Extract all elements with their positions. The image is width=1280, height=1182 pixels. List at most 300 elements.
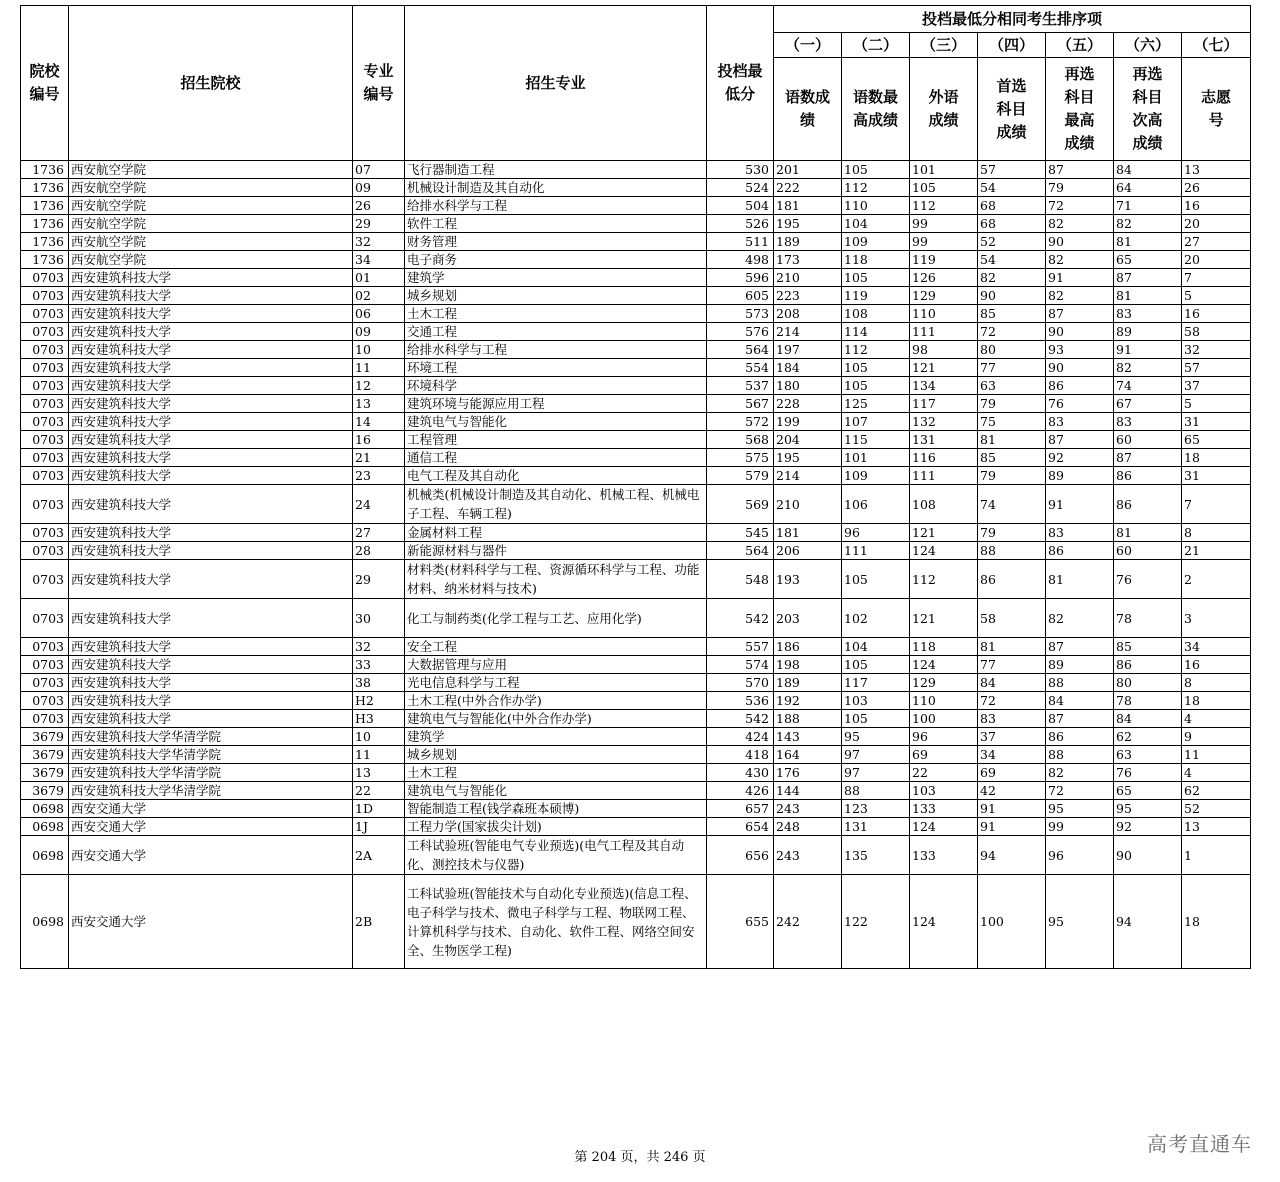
cell-sort-5: 99: [1046, 818, 1114, 836]
cell-major-code: H2: [353, 692, 405, 710]
cell-sort-7: 18: [1182, 875, 1251, 969]
cell-sort-5: 82: [1046, 764, 1114, 782]
cell-school-code: 3679: [21, 764, 69, 782]
cell-sort-3: 121: [910, 524, 978, 542]
cell-min-score: 548: [707, 560, 774, 599]
cell-major-name: 城乡规划: [405, 746, 707, 764]
cell-sort-1: 243: [774, 800, 842, 818]
cell-sort-4: 79: [978, 467, 1046, 485]
cell-sort-3: 110: [910, 692, 978, 710]
cell-sort-7: 1: [1182, 836, 1251, 875]
cell-sort-6: 90: [1114, 836, 1182, 875]
cell-major-name: 工程管理: [405, 431, 707, 449]
cell-sort-6: 91: [1114, 341, 1182, 359]
header-sort-item: [1182, 58, 1251, 161]
cell-school-name: 西安建筑科技大学: [69, 269, 353, 287]
table-row: [21, 323, 1251, 341]
cell-min-score: 511: [707, 233, 774, 251]
cell-school-code: 0703: [21, 413, 69, 431]
cell-sort-4: 79: [978, 524, 1046, 542]
cell-min-score: 498: [707, 251, 774, 269]
cell-min-score: 573: [707, 305, 774, 323]
cell-school-code: 3679: [21, 746, 69, 764]
cell-school-name: 西安建筑科技大学华清学院: [69, 764, 353, 782]
cell-sort-6: 81: [1114, 287, 1182, 305]
cell-major-name: 通信工程: [405, 449, 707, 467]
cell-sort-7: 9: [1182, 728, 1251, 746]
cell-school-code: 1736: [21, 179, 69, 197]
cell-major-code: 21: [353, 449, 405, 467]
cell-min-score: 579: [707, 467, 774, 485]
cell-sort-1: 210: [774, 485, 842, 524]
cell-min-score: 557: [707, 638, 774, 656]
cell-sort-4: 69: [978, 764, 1046, 782]
cell-sort-1: 199: [774, 413, 842, 431]
cell-school-code: 0703: [21, 674, 69, 692]
cell-sort-3: 108: [910, 485, 978, 524]
cell-sort-2: 105: [842, 377, 910, 395]
cell-min-score: 524: [707, 179, 774, 197]
cell-sort-4: 68: [978, 215, 1046, 233]
cell-school-name: 西安建筑科技大学: [69, 710, 353, 728]
cell-sort-2: 104: [842, 638, 910, 656]
table-row: [21, 746, 1251, 764]
cell-school-code: 0703: [21, 599, 69, 638]
cell-major-name: 工程力学(国家拔尖计划): [405, 818, 707, 836]
cell-school-name: 西安航空学院: [69, 179, 353, 197]
cell-major-code: 32: [353, 233, 405, 251]
cell-sort-1: 222: [774, 179, 842, 197]
table-row: [21, 674, 1251, 692]
cell-school-name: 西安建筑科技大学: [69, 638, 353, 656]
cell-sort-1: 197: [774, 341, 842, 359]
cell-school-name: 西安建筑科技大学: [69, 323, 353, 341]
cell-min-score: 504: [707, 197, 774, 215]
cell-sort-4: 81: [978, 431, 1046, 449]
cell-sort-3: 133: [910, 800, 978, 818]
cell-school-code: 0703: [21, 377, 69, 395]
cell-sort-3: 112: [910, 197, 978, 215]
cell-school-code: 3679: [21, 728, 69, 746]
cell-sort-3: 116: [910, 449, 978, 467]
cell-sort-2: 111: [842, 542, 910, 560]
cell-sort-6: 76: [1114, 560, 1182, 599]
cell-sort-7: 27: [1182, 233, 1251, 251]
cell-sort-1: 181: [774, 197, 842, 215]
cell-school-code: 0698: [21, 875, 69, 969]
cell-sort-6: 94: [1114, 875, 1182, 969]
cell-sort-5: 84: [1046, 692, 1114, 710]
table-row: [21, 638, 1251, 656]
cell-sort-2: 88: [842, 782, 910, 800]
cell-sort-5: 96: [1046, 836, 1114, 875]
cell-sort-6: 63: [1114, 746, 1182, 764]
cell-sort-6: 82: [1114, 359, 1182, 377]
cell-sort-3: 129: [910, 287, 978, 305]
cell-sort-2: 110: [842, 197, 910, 215]
cell-major-code: 29: [353, 560, 405, 599]
admission-score-table: [20, 5, 1251, 969]
cell-major-code: 2A: [353, 836, 405, 875]
cell-sort-6: 86: [1114, 485, 1182, 524]
header-sort-item-label: 外语成绩: [928, 88, 959, 129]
cell-sort-1: 210: [774, 269, 842, 287]
cell-sort-6: 86: [1114, 467, 1182, 485]
cell-sort-5: 90: [1046, 233, 1114, 251]
cell-major-code: 02: [353, 287, 405, 305]
cell-sort-6: 83: [1114, 305, 1182, 323]
table-row: [21, 197, 1251, 215]
cell-sort-1: 206: [774, 542, 842, 560]
cell-sort-4: 54: [978, 251, 1046, 269]
table-row: [21, 656, 1251, 674]
cell-sort-5: 86: [1046, 542, 1114, 560]
cell-sort-4: 77: [978, 656, 1046, 674]
cell-school-name: 西安建筑科技大学: [69, 377, 353, 395]
header-sort-number: （四）: [978, 33, 1046, 58]
cell-sort-2: 114: [842, 323, 910, 341]
cell-sort-1: 193: [774, 560, 842, 599]
cell-min-score: 542: [707, 710, 774, 728]
cell-sort-4: 90: [978, 287, 1046, 305]
header-sort-item: [1046, 58, 1114, 161]
cell-sort-7: 16: [1182, 305, 1251, 323]
watermark-text: 高考直通车: [1147, 1132, 1252, 1156]
cell-sort-5: 93: [1046, 341, 1114, 359]
cell-sort-4: 37: [978, 728, 1046, 746]
cell-sort-6: 89: [1114, 323, 1182, 341]
cell-sort-7: 20: [1182, 215, 1251, 233]
cell-major-name: 给排水科学与工程: [405, 197, 707, 215]
cell-sort-4: 88: [978, 542, 1046, 560]
cell-school-code: 0703: [21, 305, 69, 323]
cell-sort-2: 107: [842, 413, 910, 431]
cell-sort-6: 60: [1114, 431, 1182, 449]
cell-sort-2: 117: [842, 674, 910, 692]
table-row: [21, 359, 1251, 377]
cell-sort-7: 52: [1182, 800, 1251, 818]
table-row: [21, 524, 1251, 542]
cell-sort-1: 195: [774, 449, 842, 467]
cell-sort-6: 95: [1114, 800, 1182, 818]
cell-sort-1: 248: [774, 818, 842, 836]
cell-sort-4: 52: [978, 233, 1046, 251]
cell-sort-1: 176: [774, 764, 842, 782]
cell-major-code: 23: [353, 467, 405, 485]
table-row: [21, 836, 1251, 875]
cell-min-score: 569: [707, 485, 774, 524]
cell-major-name: 交通工程: [405, 323, 707, 341]
cell-sort-5: 95: [1046, 875, 1114, 969]
cell-school-code: 0703: [21, 524, 69, 542]
cell-sort-7: 4: [1182, 764, 1251, 782]
cell-sort-5: 87: [1046, 710, 1114, 728]
cell-major-code: 13: [353, 764, 405, 782]
cell-sort-4: 81: [978, 638, 1046, 656]
cell-sort-1: 208: [774, 305, 842, 323]
table-row: [21, 764, 1251, 782]
cell-school-name: 西安航空学院: [69, 233, 353, 251]
table-row: [21, 485, 1251, 524]
cell-sort-1: 164: [774, 746, 842, 764]
cell-sort-2: 102: [842, 599, 910, 638]
cell-sort-5: 90: [1046, 359, 1114, 377]
cell-major-name: 建筑环境与能源应用工程: [405, 395, 707, 413]
cell-major-code: 16: [353, 431, 405, 449]
cell-sort-3: 100: [910, 710, 978, 728]
cell-min-score: 564: [707, 542, 774, 560]
cell-school-code: 0703: [21, 431, 69, 449]
cell-sort-1: 189: [774, 233, 842, 251]
cell-major-code: 33: [353, 656, 405, 674]
cell-sort-6: 78: [1114, 692, 1182, 710]
cell-major-code: 13: [353, 395, 405, 413]
cell-sort-5: 88: [1046, 674, 1114, 692]
cell-school-name: 西安建筑科技大学: [69, 524, 353, 542]
cell-sort-3: 124: [910, 818, 978, 836]
cell-sort-3: 119: [910, 251, 978, 269]
cell-sort-3: 112: [910, 560, 978, 599]
header-sort-item-label: 再选科目次高成绩: [1132, 65, 1163, 152]
cell-sort-4: 82: [978, 269, 1046, 287]
table-row: [21, 305, 1251, 323]
table-row: [21, 161, 1251, 179]
cell-sort-5: 92: [1046, 449, 1114, 467]
header-sort-item-label: 语数成绩: [784, 88, 830, 129]
cell-school-code: 0703: [21, 692, 69, 710]
header-sort-group: 投档最低分相同考生排序项: [774, 6, 1251, 33]
cell-school-name: 西安建筑科技大学华清学院: [69, 728, 353, 746]
cell-sort-2: 108: [842, 305, 910, 323]
cell-sort-1: 242: [774, 875, 842, 969]
table-row: [21, 875, 1251, 969]
table-row: [21, 782, 1251, 800]
cell-major-code: 26: [353, 197, 405, 215]
cell-sort-3: 117: [910, 395, 978, 413]
cell-sort-5: 82: [1046, 215, 1114, 233]
cell-school-name: 西安建筑科技大学: [69, 341, 353, 359]
header-sort-item: [774, 58, 842, 161]
cell-school-code: 0703: [21, 323, 69, 341]
cell-sort-6: 84: [1114, 161, 1182, 179]
cell-major-name: 软件工程: [405, 215, 707, 233]
cell-school-name: 西安航空学院: [69, 215, 353, 233]
cell-major-name: 电气工程及其自动化: [405, 467, 707, 485]
cell-school-code: 1736: [21, 251, 69, 269]
cell-major-name: 工科试验班(智能电气专业预选)(电气工程及其自动化、测控技术与仪器): [405, 836, 707, 875]
cell-min-score: 568: [707, 431, 774, 449]
header-sort-item: [1114, 58, 1182, 161]
cell-sort-4: 94: [978, 836, 1046, 875]
cell-sort-1: 186: [774, 638, 842, 656]
cell-sort-3: 110: [910, 305, 978, 323]
cell-school-name: 西安建筑科技大学: [69, 305, 353, 323]
cell-sort-5: 86: [1046, 728, 1114, 746]
cell-sort-5: 90: [1046, 323, 1114, 341]
cell-sort-7: 21: [1182, 542, 1251, 560]
cell-sort-5: 76: [1046, 395, 1114, 413]
cell-sort-1: 223: [774, 287, 842, 305]
cell-major-name: 建筑学: [405, 269, 707, 287]
cell-sort-5: 89: [1046, 656, 1114, 674]
cell-sort-1: 192: [774, 692, 842, 710]
cell-min-score: 570: [707, 674, 774, 692]
table-row: [21, 215, 1251, 233]
table-row: [21, 251, 1251, 269]
cell-school-name: 西安交通大学: [69, 800, 353, 818]
cell-sort-7: 7: [1182, 269, 1251, 287]
cell-sort-7: 7: [1182, 485, 1251, 524]
cell-sort-6: 81: [1114, 524, 1182, 542]
header-sort-number: （一）: [774, 33, 842, 58]
cell-sort-4: 58: [978, 599, 1046, 638]
cell-sort-5: 82: [1046, 599, 1114, 638]
cell-sort-1: 195: [774, 215, 842, 233]
cell-school-code: 1736: [21, 161, 69, 179]
table-row: [21, 377, 1251, 395]
header-sort-item: [910, 58, 978, 161]
cell-min-score: 530: [707, 161, 774, 179]
cell-sort-6: 87: [1114, 269, 1182, 287]
cell-major-name: 建筑电气与智能化(中外合作办学): [405, 710, 707, 728]
cell-sort-3: 126: [910, 269, 978, 287]
cell-sort-4: 68: [978, 197, 1046, 215]
cell-major-name: 土木工程(中外合作办学): [405, 692, 707, 710]
cell-sort-3: 124: [910, 542, 978, 560]
cell-sort-2: 105: [842, 560, 910, 599]
cell-sort-3: 99: [910, 215, 978, 233]
table-row: [21, 449, 1251, 467]
cell-major-name: 安全工程: [405, 638, 707, 656]
cell-sort-2: 106: [842, 485, 910, 524]
cell-major-name: 城乡规划: [405, 287, 707, 305]
cell-sort-3: 22: [910, 764, 978, 782]
cell-sort-6: 84: [1114, 710, 1182, 728]
cell-sort-4: 79: [978, 395, 1046, 413]
cell-sort-2: 105: [842, 269, 910, 287]
cell-sort-2: 96: [842, 524, 910, 542]
cell-sort-5: 72: [1046, 782, 1114, 800]
header-sort-item-label: 志愿号: [1201, 88, 1232, 129]
cell-sort-3: 131: [910, 431, 978, 449]
cell-min-score: 596: [707, 269, 774, 287]
cell-major-code: 27: [353, 524, 405, 542]
table-row: [21, 800, 1251, 818]
cell-major-code: 30: [353, 599, 405, 638]
cell-sort-3: 121: [910, 599, 978, 638]
cell-major-code: 07: [353, 161, 405, 179]
cell-sort-2: 135: [842, 836, 910, 875]
cell-sort-1: 214: [774, 323, 842, 341]
cell-sort-4: 42: [978, 782, 1046, 800]
cell-sort-4: 91: [978, 800, 1046, 818]
cell-school-code: 1736: [21, 197, 69, 215]
cell-sort-3: 124: [910, 656, 978, 674]
cell-school-code: 1736: [21, 215, 69, 233]
cell-sort-7: 8: [1182, 674, 1251, 692]
cell-min-score: 576: [707, 323, 774, 341]
cell-sort-5: 89: [1046, 467, 1114, 485]
table-row: [21, 542, 1251, 560]
table-row: [21, 467, 1251, 485]
table-row: [21, 599, 1251, 638]
cell-min-score: 567: [707, 395, 774, 413]
cell-sort-3: 124: [910, 875, 978, 969]
cell-school-name: 西安建筑科技大学: [69, 560, 353, 599]
cell-sort-5: 83: [1046, 413, 1114, 431]
cell-school-name: 西安建筑科技大学: [69, 395, 353, 413]
cell-major-code: 09: [353, 323, 405, 341]
cell-sort-7: 3: [1182, 599, 1251, 638]
cell-sort-3: 111: [910, 467, 978, 485]
cell-sort-5: 87: [1046, 431, 1114, 449]
cell-school-code: 0703: [21, 341, 69, 359]
page-footer: 第 204 页，共 246 页: [574, 1150, 706, 1165]
table-row: [21, 179, 1251, 197]
cell-school-code: 0698: [21, 818, 69, 836]
cell-major-code: 38: [353, 674, 405, 692]
cell-major-name: 智能制造工程(钱学森班本硕博): [405, 800, 707, 818]
table-row: [21, 710, 1251, 728]
cell-min-score: 542: [707, 599, 774, 638]
cell-sort-3: 98: [910, 341, 978, 359]
cell-sort-3: 129: [910, 674, 978, 692]
cell-school-code: 0703: [21, 656, 69, 674]
cell-sort-4: 75: [978, 413, 1046, 431]
cell-sort-2: 119: [842, 287, 910, 305]
cell-sort-6: 80: [1114, 674, 1182, 692]
table-row: [21, 728, 1251, 746]
cell-school-code: 0703: [21, 710, 69, 728]
header-sort-number: （二）: [842, 33, 910, 58]
cell-school-name: 西安建筑科技大学: [69, 359, 353, 377]
cell-min-score: 545: [707, 524, 774, 542]
header-sort-item-label: 再选科目最高成绩: [1064, 65, 1095, 152]
cell-sort-5: 87: [1046, 161, 1114, 179]
header-sort-number: （七）: [1182, 33, 1251, 58]
header-sort-number: （三）: [910, 33, 978, 58]
table-row: [21, 287, 1251, 305]
cell-min-score: 424: [707, 728, 774, 746]
cell-sort-6: 81: [1114, 233, 1182, 251]
cell-sort-4: 54: [978, 179, 1046, 197]
cell-sort-4: 77: [978, 359, 1046, 377]
cell-sort-7: 65: [1182, 431, 1251, 449]
cell-sort-7: 11: [1182, 746, 1251, 764]
cell-sort-7: 31: [1182, 413, 1251, 431]
cell-min-score: 575: [707, 449, 774, 467]
cell-sort-2: 103: [842, 692, 910, 710]
cell-sort-3: 101: [910, 161, 978, 179]
cell-min-score: 536: [707, 692, 774, 710]
cell-min-score: 418: [707, 746, 774, 764]
cell-sort-4: 34: [978, 746, 1046, 764]
cell-school-name: 西安建筑科技大学: [69, 449, 353, 467]
cell-major-code: 32: [353, 638, 405, 656]
cell-sort-6: 60: [1114, 542, 1182, 560]
table-row: [21, 560, 1251, 599]
cell-major-name: 土木工程: [405, 764, 707, 782]
header-major-name: 招生专业: [405, 6, 707, 161]
cell-major-code: 01: [353, 269, 405, 287]
cell-major-name: 电子商务: [405, 251, 707, 269]
cell-major-name: 光电信息科学与工程: [405, 674, 707, 692]
cell-sort-2: 104: [842, 215, 910, 233]
cell-sort-2: 122: [842, 875, 910, 969]
cell-sort-2: 115: [842, 431, 910, 449]
header-sort-item-label: 首选科目成绩: [996, 76, 1027, 141]
cell-school-name: 西安建筑科技大学: [69, 692, 353, 710]
